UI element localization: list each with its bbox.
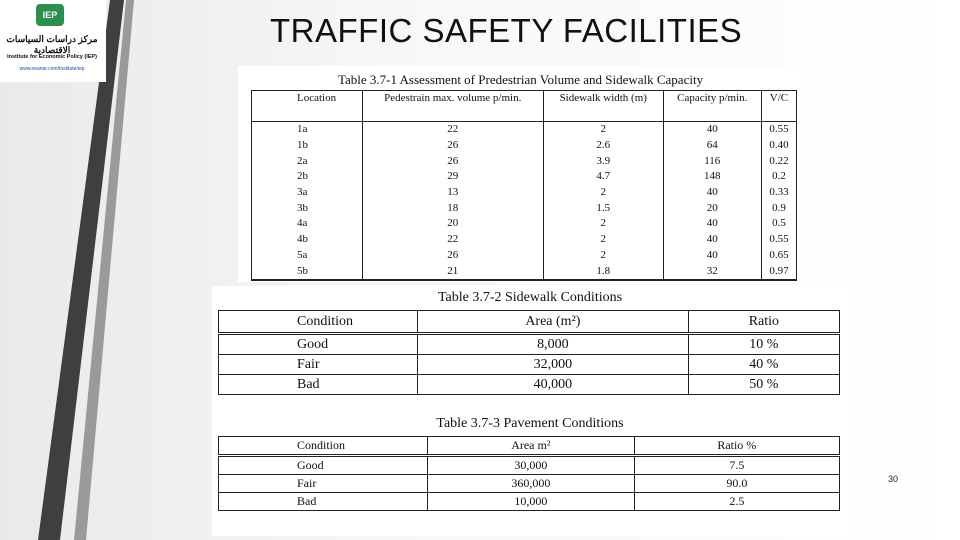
table-cell: 40 bbox=[663, 216, 761, 232]
table-cell: 5a bbox=[252, 248, 363, 264]
col-header: Area (m²) bbox=[418, 311, 689, 334]
table-cell: 0.22 bbox=[761, 153, 796, 169]
col-header: Area m² bbox=[428, 437, 635, 456]
table2-panel bbox=[212, 286, 848, 400]
table-cell: 32 bbox=[663, 263, 761, 280]
table-cell: 40 bbox=[663, 185, 761, 201]
table-cell: 116 bbox=[663, 153, 761, 169]
table-cell: Good bbox=[219, 334, 418, 355]
table-row bbox=[219, 355, 840, 375]
iep-logo bbox=[0, 0, 106, 82]
table-cell: 40,000 bbox=[418, 375, 689, 395]
table-cell: 26 bbox=[362, 248, 543, 264]
table-cell: 21 bbox=[362, 263, 543, 280]
col-header: Sidewalk width (m) bbox=[543, 91, 663, 122]
col-header: Ratio bbox=[688, 311, 839, 334]
col-header: Ratio % bbox=[634, 437, 839, 456]
table1-panel bbox=[238, 66, 806, 282]
table2-body bbox=[219, 334, 840, 395]
table-cell: 0.65 bbox=[761, 248, 796, 264]
logo-url: www.eeanar.com/Institute/iep bbox=[19, 66, 85, 72]
table-cell: 22 bbox=[362, 232, 543, 248]
table-cell: 1.5 bbox=[543, 200, 663, 216]
table-row bbox=[252, 216, 797, 232]
page-number: 30 bbox=[888, 474, 899, 484]
table-cell: 26 bbox=[362, 153, 543, 169]
col-header: Location bbox=[252, 91, 363, 122]
table-cell: 2a bbox=[252, 153, 363, 169]
table-cell: 0.40 bbox=[761, 138, 796, 154]
table-cell: Fair bbox=[219, 355, 418, 375]
table-cell: 2 bbox=[543, 248, 663, 264]
table-cell: 13 bbox=[362, 185, 543, 201]
table-cell: 3.9 bbox=[543, 153, 663, 169]
pedestrian-table bbox=[251, 90, 797, 281]
table-cell: 1.8 bbox=[543, 263, 663, 280]
table-cell: 64 bbox=[663, 138, 761, 154]
table-cell: 360,000 bbox=[428, 475, 635, 493]
table-cell: 40 bbox=[663, 232, 761, 248]
table-cell: Good bbox=[219, 456, 428, 475]
table-cell: 32,000 bbox=[418, 355, 689, 375]
table-cell: 148 bbox=[663, 169, 761, 185]
table-cell: Bad bbox=[219, 375, 418, 395]
col-header: Condition bbox=[219, 311, 418, 334]
table-cell: 18 bbox=[362, 200, 543, 216]
table-cell: 2 bbox=[543, 232, 663, 248]
table-cell: 0.2 bbox=[761, 169, 796, 185]
table-cell: 10,000 bbox=[428, 493, 635, 511]
table1-body bbox=[252, 122, 797, 280]
table-row bbox=[252, 232, 797, 248]
table3-panel bbox=[212, 400, 848, 536]
table-cell: 40 bbox=[663, 248, 761, 264]
table-cell: 4.7 bbox=[543, 169, 663, 185]
table3-body bbox=[219, 456, 840, 511]
table-row bbox=[252, 169, 797, 185]
logo-arabic-name: مركز دراسات السياسات الاقتصادية bbox=[6, 34, 98, 55]
table-row bbox=[219, 375, 840, 395]
table-cell: 2 bbox=[543, 122, 663, 138]
table-cell: 8,000 bbox=[418, 334, 689, 355]
table-cell: 2 bbox=[543, 185, 663, 201]
table-cell: 90.0 bbox=[634, 475, 839, 493]
table-cell: 30,000 bbox=[428, 456, 635, 475]
table-cell: 10 % bbox=[688, 334, 839, 355]
table-row bbox=[252, 185, 797, 201]
table-cell: 2.5 bbox=[634, 493, 839, 511]
col-header: Capacity p/min. bbox=[663, 91, 761, 122]
table-cell: 2b bbox=[252, 169, 363, 185]
sidewalk-conditions-table bbox=[218, 310, 840, 395]
table3-caption: Table 3.7-3 Pavement Conditions bbox=[436, 416, 624, 431]
table-row bbox=[252, 200, 797, 216]
table-cell: 0.33 bbox=[761, 185, 796, 201]
table-cell: 7.5 bbox=[634, 456, 839, 475]
table-row bbox=[219, 456, 840, 475]
table-cell: Fair bbox=[219, 475, 428, 493]
table-row bbox=[219, 493, 840, 511]
table-header-row bbox=[252, 91, 797, 122]
table-row bbox=[252, 153, 797, 169]
table-cell: 50 % bbox=[688, 375, 839, 395]
table-cell: 26 bbox=[362, 138, 543, 154]
table-cell: 29 bbox=[362, 169, 543, 185]
col-header: Pedestrain max. volume p/min. bbox=[362, 91, 543, 122]
table-cell: 1b bbox=[252, 138, 363, 154]
table-cell: 2.6 bbox=[543, 138, 663, 154]
table-cell: Bad bbox=[219, 493, 428, 511]
logo-badge: IEP bbox=[36, 4, 64, 26]
table-row bbox=[219, 475, 840, 493]
table-cell: 0.5 bbox=[761, 216, 796, 232]
table-cell: 40 bbox=[663, 122, 761, 138]
table1-caption: Table 3.7-1 Assessment of Predestrian Volume and Sidewalk Capacity bbox=[338, 72, 704, 87]
table-cell: 40 % bbox=[688, 355, 839, 375]
table-cell: 22 bbox=[362, 122, 543, 138]
table-cell: 0.55 bbox=[761, 232, 796, 248]
col-header: Condition bbox=[219, 437, 428, 456]
slide-title: TRAFFIC SAFETY FACILITIES bbox=[270, 12, 743, 49]
table-cell: 0.97 bbox=[761, 263, 796, 280]
table-cell: 3b bbox=[252, 200, 363, 216]
table-cell: 0.9 bbox=[761, 200, 796, 216]
table-row bbox=[252, 263, 797, 280]
table-header-row bbox=[219, 437, 840, 456]
table-cell: 3a bbox=[252, 185, 363, 201]
table2-caption: Table 3.7-2 Sidewalk Conditions bbox=[437, 290, 623, 305]
table-cell: 5b bbox=[252, 263, 363, 280]
table-cell: 20 bbox=[362, 216, 543, 232]
table-row bbox=[252, 122, 797, 138]
table-cell: 1a bbox=[252, 122, 363, 138]
pavement-conditions-table bbox=[218, 436, 840, 511]
table-row bbox=[252, 248, 797, 264]
table-row bbox=[219, 334, 840, 355]
table-cell: 4b bbox=[252, 232, 363, 248]
table-cell: 20 bbox=[663, 200, 761, 216]
logo-english-name: Institute for Economic Policy (IEP) bbox=[7, 54, 97, 60]
table-row bbox=[252, 138, 797, 154]
table-cell: 4a bbox=[252, 216, 363, 232]
col-header: V/C bbox=[761, 91, 796, 122]
table-cell: 2 bbox=[543, 216, 663, 232]
table-header-row bbox=[219, 311, 840, 334]
table-cell: 0.55 bbox=[761, 122, 796, 138]
